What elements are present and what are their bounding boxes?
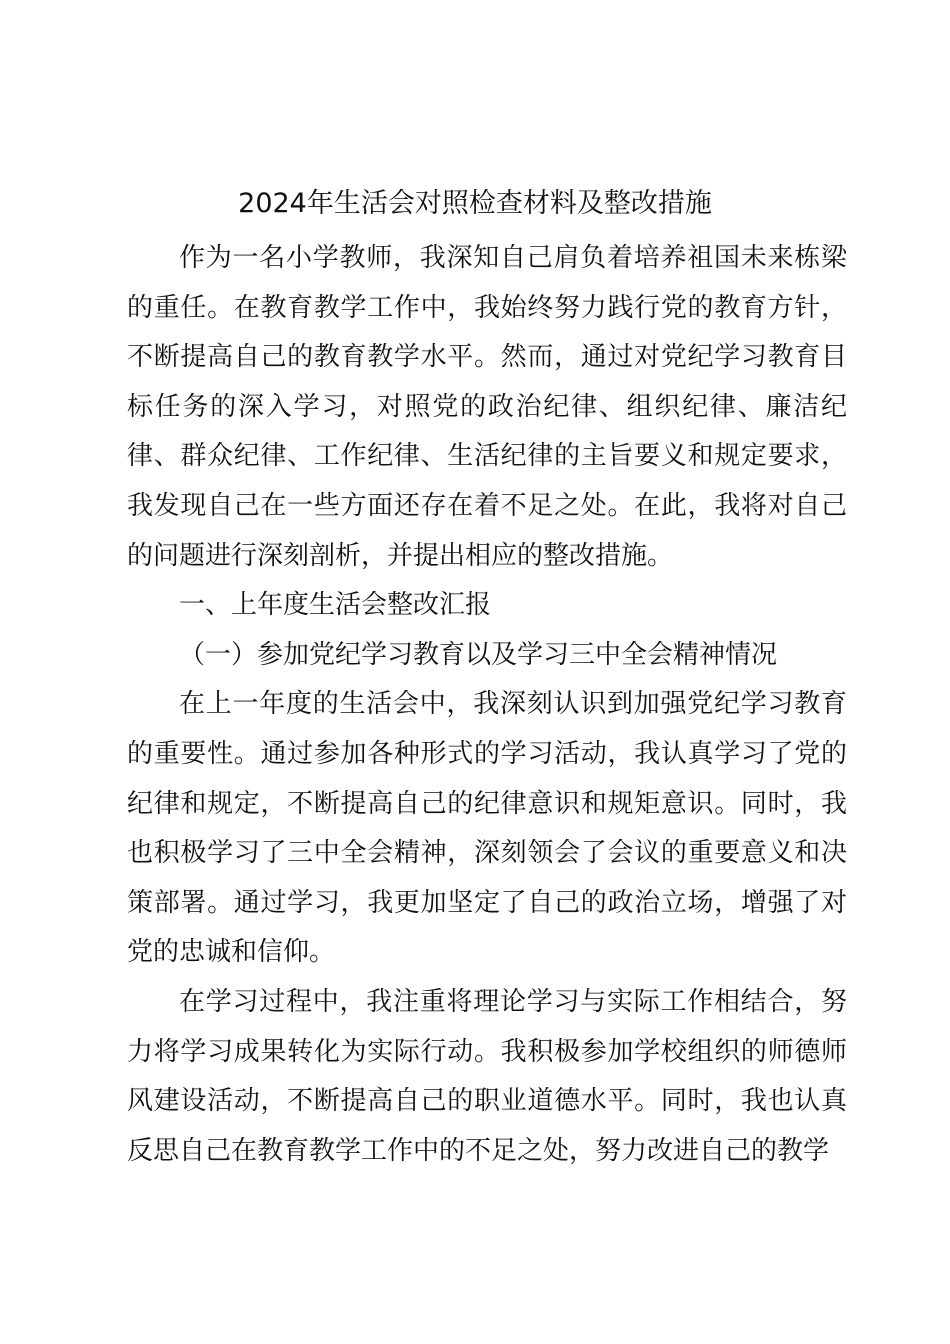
body-paragraph: 在学习过程中，我注重将理论学习与实际工作相结合，努力将学习成果转化为实际行动。我积极参加学校组织的师德师风建设活动，不断提高自己的职业道德水平。同时，我也认真反思自己在教育教学工作中的不足之处，努力改进自己的教学 [127,986,847,1166]
body-paragraph: 在上一年度的生活会中，我深刻认识到加强党纪学习教育的重要性。通过参加各种形式的学习活动，我认真学习了党的纪律和规定，不断提高自己的纪律意识和规矩意识。同时，我也积极学习了三中全会精神，深刻领会了会议的重要意义和决策部署。通过学习，我更加坚定了自己的政治立场，增强了对党的忠诚和信仰。 [127,689,847,968]
intro-paragraph: 作为一名小学教师，我深知自己肩负着培养祖国未来栋梁的重任。在教育教学工作中，我始终努力践行党的教育方针，不断提高自己的教育教学水平。然而，通过对党纪学习教育目标任务的深入学习，对照党的政治纪律、组织纪律、廉洁纪律、群众纪律、工作纪律、生活纪律的主旨要义和规定要求，我发现自己在一些方面还存在着不足之处。在此，我将对自己的问题进行深刻剖析，并提出相应的整改措施。 [127,243,847,571]
subsection-heading: （一）参加党纪学习教育以及学习三中全会精神情况 [179,639,778,670]
document-body [127,234,847,1176]
document-title: 2024年生活会对照检查材料及整改措施 [238,188,712,219]
section-heading: 一、上年度生活会整改汇报 [179,590,492,621]
